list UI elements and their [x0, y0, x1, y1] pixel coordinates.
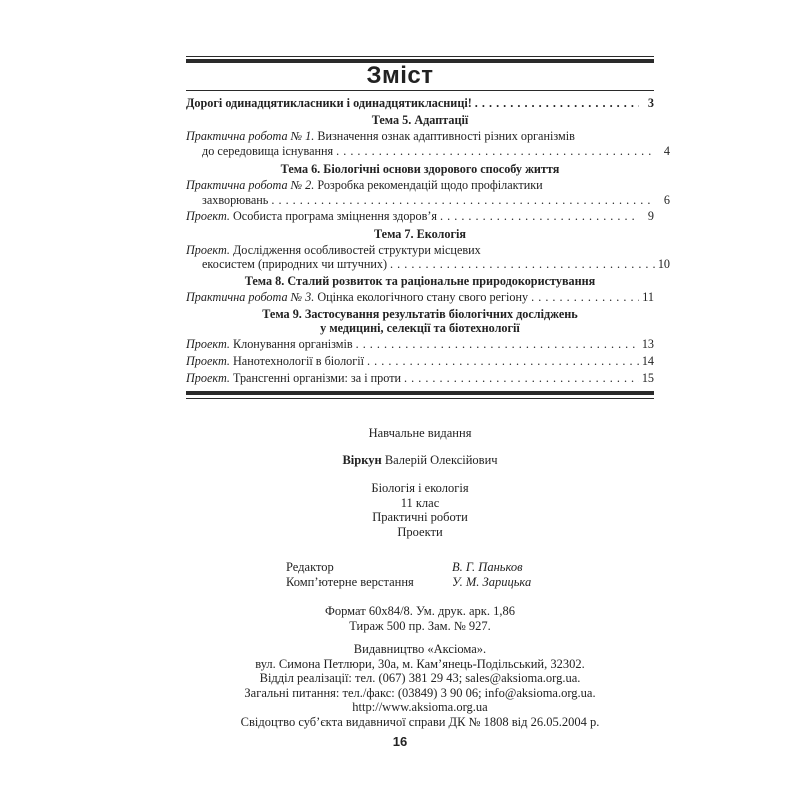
- toc-item-2-line1: Практична робота № 2. Розробка рекомендацій щодо профілактики: [186, 178, 543, 192]
- print-info: Формат 60х84/8. Ум. друк. арк. 1,86 Тираж 500 пр. Зам. № 927.: [325, 604, 515, 633]
- bottom-rule-thin: [186, 398, 654, 399]
- toc-item-8: Проект. Трансгенні організми: за і проти . . . 15: [186, 371, 654, 386]
- toc-item-4-line1: Проект. Дослідження особливостей структури місцевих: [186, 243, 481, 257]
- toc-topic-6: Тема 6. Біологічні основи здорового способу життя: [280, 162, 560, 176]
- toc-item-7: Проект. Нанотехнології в біології . . . 14: [186, 354, 654, 369]
- top-rule-thin: [186, 56, 654, 57]
- toc-intro: Дорогі одинадцятикласники і одинадцятикласниці! . . . 3: [186, 96, 654, 111]
- toc-item-1-line1: Практична робота № 1. Визначення ознак адаптивності різних організмів: [186, 129, 575, 143]
- toc-topic-8: Тема 8. Сталий розвиток та раціональне природокористування: [244, 274, 596, 288]
- page-title: Зміст: [366, 62, 434, 89]
- edition-type: Навчальне видання: [368, 426, 472, 440]
- author: Віркун Валерій Олексійович: [342, 453, 498, 467]
- toc-item-4-line2: екосистем (природних чи штучних) . . . 10: [186, 257, 670, 272]
- toc-item-1-line2: до середовища існування . . . 4: [186, 144, 670, 159]
- credit-layout: Комп’ютерне верстання У. М. Зарицька: [286, 575, 532, 589]
- toc-topic-5: Тема 5. Адаптації: [371, 113, 469, 127]
- title-underline: [186, 90, 654, 91]
- toc-item-2-line2: захворювань . . . 6: [186, 193, 670, 208]
- toc-item-5: Практична робота № 3. Оцінка екологічного стану свого регіону . . . 11: [186, 290, 654, 305]
- credits: [286, 560, 626, 590]
- toc-topic-7: Тема 7. Екологія: [374, 227, 466, 241]
- toc-item-6: Проект. Клонування організмів . . . 13: [186, 337, 654, 352]
- publisher-info: Видавництво «Аксіома». вул. Симона Петлюри, 30а, м. Кам’янець-Подільський, 32302. Відділ реалізації: тел. (067) 381 29 43; sales@aksioma.org.ua. Загальні питання: тел./факс: (03849) 3 90 06; info@aksioma.org.ua. http://www.aksioma.org.ua Свідоцтво суб’єкта видавничої справи ДК № 1808 від 26.05.2004 р.: [240, 642, 600, 729]
- bottom-rule-thick: [186, 391, 654, 395]
- book-info: Біологія і екологія 11 клас Практичні роботи Проекти: [371, 481, 469, 539]
- credit-editor: Редактор В. Г. Паньков: [286, 560, 523, 574]
- toc-topic-9: Тема 9. Застосування результатів біологічних досліджень у медицині, селекції та біотехнології: [262, 307, 578, 335]
- toc-item-3: Проект. Особиста програма зміцнення здоров’я . . . 9: [186, 209, 654, 224]
- page-number: 16: [392, 734, 408, 749]
